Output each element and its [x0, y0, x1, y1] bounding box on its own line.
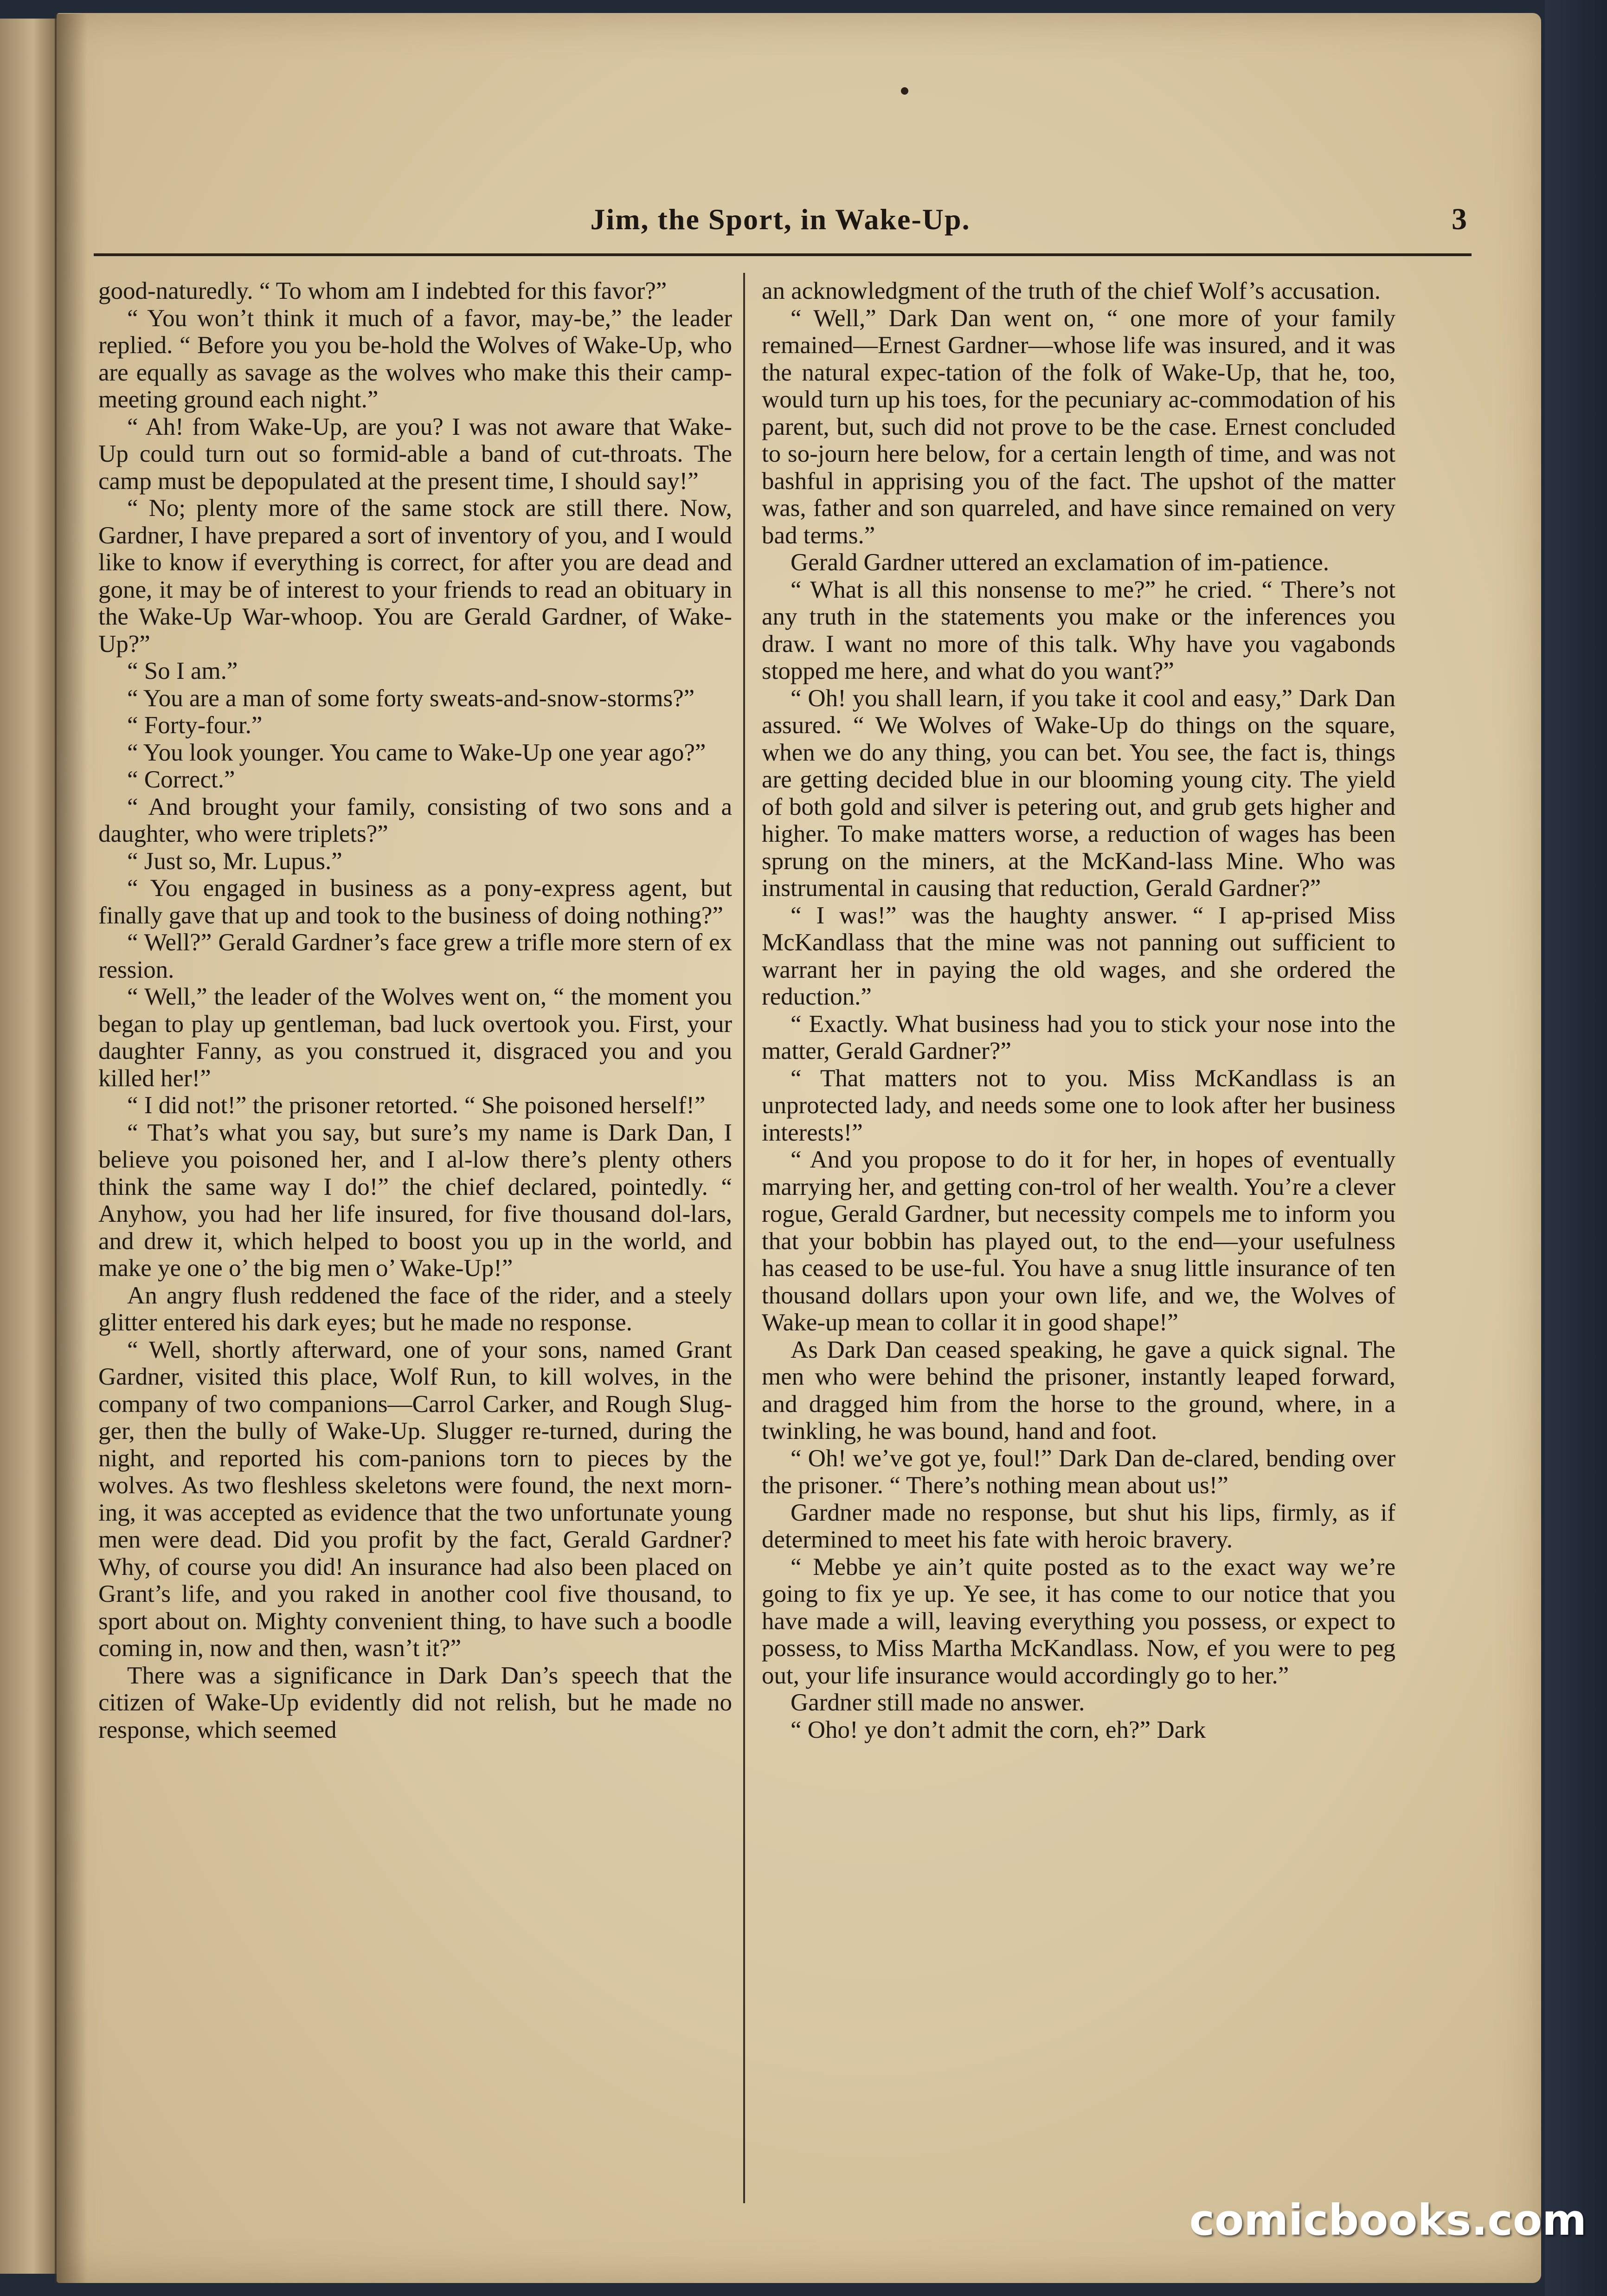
paragraph: “ That matters not to you. Miss McKandlass is an unprotected lady, and needs some one to look after her business interests!”: [762, 1064, 1395, 1146]
right-column: [762, 277, 1395, 2226]
paragraph: Gardner made no response, but shut his lips, firmly, as if determined to meet his fate with heroic bravery.: [762, 1499, 1395, 1553]
paragraph: “ And brought your family, consisting of two sons and a daughter, who were triplets?”: [98, 793, 732, 847]
paragraph: As Dark Dan ceased speaking, he gave a quick signal. The men who were behind the prisoner, instantly leaped forward, and dragged him from the horse to the ground, where, in a twinkling, he was bound, hand and foot.: [762, 1336, 1395, 1445]
page-header: [94, 196, 1467, 247]
paragraph: “ Exactly. What business had you to stick your nose into the matter, Gerald Gardner?”: [762, 1010, 1395, 1064]
running-title: Jim, the Sport, in Wake-Up.: [590, 203, 971, 236]
paragraph: an acknowledgment of the truth of the chief Wolf’s accusation.: [762, 277, 1381, 304]
paragraph: “ I did not!” the prisoner retorted. “ She poisoned herself!”: [127, 1092, 706, 1119]
paragraph: “ Well,” the leader of the Wolves went on, “ the moment you began to play up gentleman, bad luck overtook you. First, your daughter Fanny, as you construed it, disgraced you and you killed her!”: [98, 983, 732, 1092]
paragraph: “ You are a man of some forty sweats-and-snow-storms?”: [127, 684, 695, 712]
paragraph: “ Well?” Gerald Gardner’s face grew a trifle more stern of ex ression.: [98, 929, 732, 983]
paragraph: “ Well, shortly afterward, one of your sons, named Grant Gardner, visited this place, Wolf Run, to kill wolves, in the company of two companions—Carrol Carker, and Rough Slug-ger, then the bully of Wake-Up. Slugger re-turned, during the night, and reported his com-panions torn to pieces by the wolves. As two fleshless skeletons were found, the next morn-ing, it was accepted as evidence that the two unfortunate young men were dead. Did you profit by the fact, Gerald Gardner? Why, of course you did! An insurance had also been placed on Grant’s life, and you raked in another cool five thousand, to sport about on. Mighty convenient thing, to have such a boodle coming in, now and then, wasn’t it?”: [98, 1336, 732, 1662]
paragraph: Gardner still made no answer.: [791, 1689, 1085, 1716]
previous-page-edge: [0, 19, 57, 2274]
left-column: [98, 277, 732, 2226]
background-right: [1545, 0, 1607, 2296]
paragraph: “ So I am.”: [127, 658, 238, 684]
paragraph: “ That’s what you say, but sure’s my name is Dark Dan, I believe you poisoned her, and I al-low there’s plenty others think the same way I do!” the chief declared, pointedly. “ Anyhow, you had her life insured, for five thousand dol-lars, and drew it, which helped to boost you up in the world, and make ye one o’ the big men o’ Wake-Up!”: [98, 1119, 732, 1282]
paragraph: “ Oh! you shall learn, if you take it cool and easy,” Dark Dan assured. “ We Wolves of Wake-Up do things on the square, when we do any thing, you can bet. You see, the fact is, things are getting decided blue in our blooming young city. The yield of both gold and silver is petering out, and grub gets higher and higher. To make matters worse, a reduction of wages has been sprung on the miners, at the McKand-lass Mine. Who was instrumental in causing that reduction, Gerald Gardner?”: [762, 684, 1395, 902]
paragraph: “ Ah! from Wake-Up, are you? I was not aware that Wake-Up could turn out so formid-able a band of cut-throats. The camp must be depopulated at the present time, I should say!”: [98, 413, 732, 495]
paragraph: “ No; plenty more of the same stock are still there. Now, Gardner, I have prepared a sort of inventory of you, and I would like to know if everything is correct, for after you are dead and gone, it may be of interest to your friends to read an obituary in the Wake-Up War-whoop. You are Gerald Gardner, of Wake-Up?”: [98, 495, 732, 658]
paragraph: “ Forty-four.”: [127, 712, 263, 739]
paragraph: “ I was!” was the haughty answer. “ I ap-prised Miss McKandlass that the mine was not panning out sufficient to warrant her in paying the old wages, and she ordered the reduction.”: [762, 902, 1395, 1010]
paragraph: “ Just so, Mr. Lupus.”: [127, 847, 342, 875]
paragraph: “ What is all this nonsense to me?” he cried. “ There’s not any truth in the statements you make or the inferences you draw. I want no more of this talk. Why have you vagabonds stopped me here, and what do you want?”: [762, 576, 1395, 684]
paragraph: “ Oho! ye don’t admit the corn, eh?” Dark: [791, 1716, 1206, 1743]
paragraph: good-naturedly. “ To whom am I indebted for this favor?”: [98, 277, 667, 304]
paragraph: “ You won’t think it much of a favor, may-be,” the leader replied. “ Before you you be-hold the Wolves of Wake-Up, who are equally as savage as the wolves who make this their camp-meeting ground each night.”: [98, 304, 732, 413]
paragraph: “ And you propose to do it for her, in hopes of eventually marrying her, and getting con-trol of her wealth. You’re a clever rogue, Gerald Gardner, but necessity compels me to inform you that your bobbin has played out, to the end—your usefulness has ceased to be use-ful. You have a snug little insurance of ten thousand dollars upon your own life, and we, the Wolves of Wake-up mean to collar it in good shape!”: [762, 1146, 1395, 1336]
paragraph: Gerald Gardner uttered an exclamation of im-patience.: [791, 549, 1330, 576]
paragraph: “ Well,” Dark Dan went on, “ one more of your family remained—Ernest Gardner—whose life was insured, and it was the natural expec-tation of the folk of Wake-Up, that he, too, would turn up his toes, for the pecuniary ac-commodation of his parent, but, such did not prove to be the case. Ernest concluded to so-journ here below, for a certain length of time, and was not bashful in apprising you of the fact. The upshot of the matter was, father and son quarreled, and have since remained on very bad terms.”: [762, 304, 1395, 549]
header-rule: [94, 253, 1472, 256]
print-speck: [901, 87, 908, 95]
paragraph: “ Mebbe ye ain’t quite posted as to the exact way we’re going to fix ye up. Ye see, it has come to our notice that you have made a will, leaving everything you possess, or expect to possess, to Miss Martha McKandlass. Now, ef you were to peg out, your life insurance would accordingly go to her.”: [762, 1553, 1395, 1689]
paragraph: An angry flush reddened the face of the rider, and a steely glitter entered his dark eyes; but he made no response.: [98, 1282, 732, 1336]
book-page: [57, 13, 1541, 2283]
paragraph: “ Oh! we’ve got ye, foul!” Dark Dan de-clared, bending over the prisoner. “ There’s nothing mean about us!”: [762, 1445, 1395, 1499]
page-number: 3: [1452, 202, 1467, 236]
watermark: comicbooks.com: [1189, 2195, 1587, 2245]
paragraph: “ You look younger. You came to Wake-Up one year ago?”: [127, 739, 706, 766]
paragraph: “ You engaged in business as a pony-express agent, but finally gave that up and took to the business of doing nothing?”: [98, 875, 732, 929]
paragraph: “ Correct.”: [127, 766, 235, 793]
paragraph: There was a significance in Dark Dan’s speech that the citizen of Wake-Up evidently did not relish, but he made no response, which seemed: [98, 1662, 732, 1743]
column-rule: [743, 273, 745, 2203]
